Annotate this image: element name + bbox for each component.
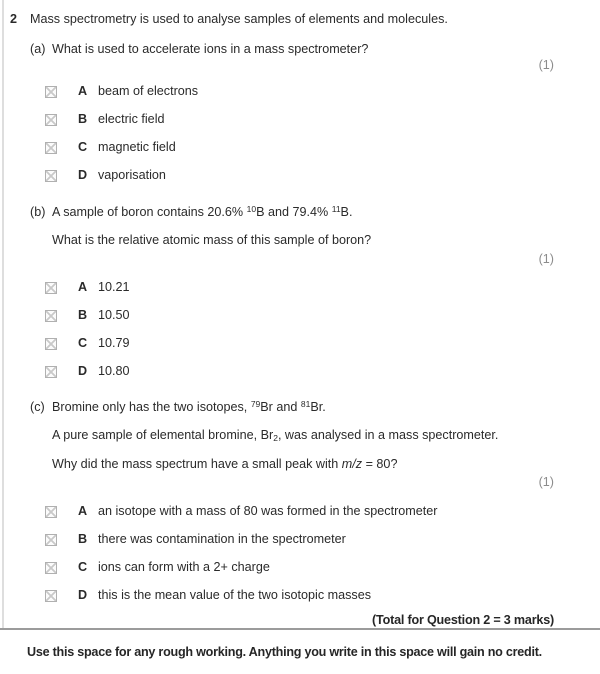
option-row-b-A[interactable]: [0, 280, 600, 295]
option-row-b-C[interactable]: [0, 336, 600, 351]
section-divider: [0, 628, 600, 630]
option-letter: D: [78, 168, 88, 182]
option-row-c-B[interactable]: [0, 532, 600, 547]
checkbox-icon[interactable]: [45, 114, 57, 126]
option-text: magnetic field: [98, 140, 176, 154]
checkbox-icon[interactable]: [45, 506, 57, 518]
option-text: beam of electrons: [98, 84, 199, 98]
checkbox-icon[interactable]: [45, 366, 57, 378]
option-letter: A: [78, 504, 88, 518]
option-row-c-C[interactable]: [0, 560, 600, 575]
option-text: electric field: [98, 112, 165, 126]
option-letter: D: [78, 364, 88, 378]
marks-badge: (1): [538, 475, 554, 489]
marks-badge: (1): [538, 252, 554, 266]
checkbox-icon[interactable]: [45, 534, 57, 546]
option-text: 10.21: [98, 280, 130, 294]
option-letter: A: [78, 84, 88, 98]
option-letter: C: [78, 336, 88, 350]
option-letter: C: [78, 560, 88, 574]
part-c-label: (c): [30, 400, 45, 414]
option-row-c-D[interactable]: [0, 588, 600, 603]
option-text: 10.80: [98, 364, 130, 378]
option-row-c-A[interactable]: [0, 504, 600, 519]
checkbox-icon[interactable]: [45, 282, 57, 294]
checkbox-icon[interactable]: [45, 562, 57, 574]
part-a-label: (a): [30, 42, 46, 56]
option-row-b-D[interactable]: [0, 364, 600, 379]
checkbox-icon[interactable]: [45, 142, 57, 154]
option-letter: B: [78, 532, 88, 546]
option-text: ions can form with a 2+ charge: [98, 560, 270, 574]
part-c-question: [0, 400, 600, 415]
option-row-b-B[interactable]: [0, 308, 600, 323]
option-letter: A: [78, 280, 88, 294]
option-row-a-C[interactable]: [0, 140, 600, 155]
question-header: [0, 12, 600, 27]
part-c-question-text: Bromine only has the two isotopes, $^{79}$Br and $^{81}$Br.: [52, 398, 326, 414]
page-edge-line: [2, 0, 4, 628]
option-text: 10.50: [98, 308, 130, 322]
part-c-question-text-3: Why did the mass spectrum have a small peak with m/z = 80?: [52, 457, 398, 471]
option-text: there was contamination in the spectrometer: [98, 532, 346, 546]
part-b-label: (b): [30, 205, 46, 219]
option-text: this is the mean value of the two isotopic masses: [98, 588, 371, 602]
option-text: 10.79: [98, 336, 130, 350]
total-marks-line: (Total for Question 2 = 3 marks): [372, 613, 554, 627]
checkbox-icon[interactable]: [45, 86, 57, 98]
part-c-question-text-2: A pure sample of elemental bromine, $Br_2$, was analysed in a mass spectrometer.: [52, 428, 499, 443]
question-number: 2: [10, 12, 18, 26]
checkbox-icon[interactable]: [45, 590, 57, 602]
option-text: vaporisation: [98, 168, 166, 182]
marks-badge: (1): [538, 58, 554, 72]
question-stem: Mass spectrometry is used to analyse samples of elements and molecules.: [30, 12, 448, 26]
option-letter: D: [78, 588, 88, 602]
part-b-question-text-2: What is the relative atomic mass of this sample of boron?: [52, 233, 372, 247]
part-a-question: [0, 42, 600, 57]
part-b-question-text: A sample of boron contains 20.6% $^{10}$B and 79.4% $^{11}$B.: [52, 203, 353, 219]
checkbox-icon[interactable]: [45, 338, 57, 350]
option-letter: B: [78, 112, 88, 126]
option-letter: C: [78, 140, 88, 154]
part-b-question: [0, 205, 600, 220]
part-a-question-text: What is used to accelerate ions in a mass spectrometer?: [52, 42, 369, 56]
option-row-a-B[interactable]: [0, 112, 600, 127]
option-row-a-A[interactable]: [0, 84, 600, 99]
option-letter: B: [78, 308, 88, 322]
rough-working-note: Use this space for any rough working. Anything you write in this space will gain no credit.: [27, 645, 542, 659]
option-text: an isotope with a mass of 80 was formed in the spectrometer: [98, 504, 438, 518]
option-row-a-D[interactable]: [0, 168, 600, 183]
checkbox-icon[interactable]: [45, 310, 57, 322]
checkbox-icon[interactable]: [45, 170, 57, 182]
